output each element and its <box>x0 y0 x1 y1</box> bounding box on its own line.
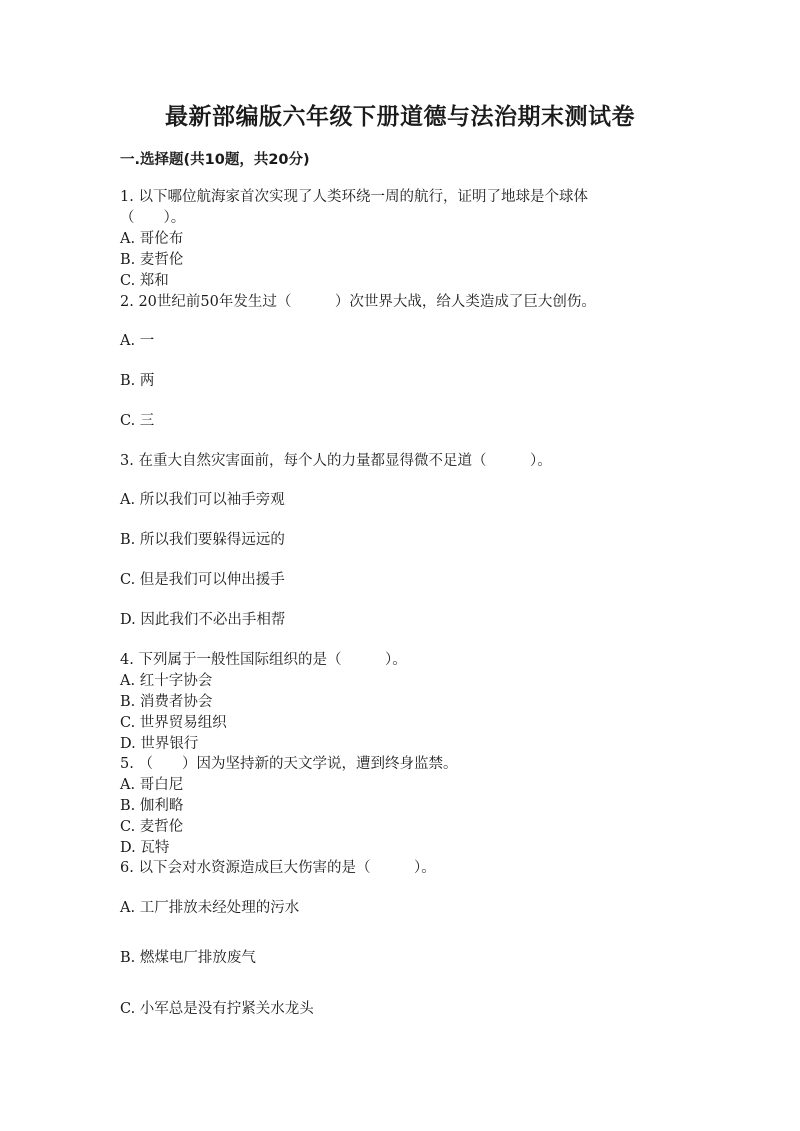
q3-option-b: B. 所以我们要躲得远远的 <box>120 532 285 548</box>
q2-option-b: B. 两 <box>120 373 155 389</box>
question-6-stem: 6. 以下会对水资源造成巨大伤害的是（ ）。 <box>120 860 436 876</box>
question-3-stem: 3. 在重大自然灾害面前，每个人的力量都显得微不足道（ ）。 <box>120 453 552 469</box>
q6-option-b: B. 燃煤电厂排放废气 <box>120 950 256 966</box>
question-2-stem: 2. 20世纪前50年发生过（ ）次世界大战，给人类造成了巨大创伤。 <box>120 294 596 310</box>
q1-option-b: B. 麦哲伦 <box>120 252 184 268</box>
question-4-stem: 4. 下列属于一般性国际组织的是（ ）。 <box>120 652 407 668</box>
q3-option-a: A. 所以我们可以袖手旁观 <box>120 492 285 508</box>
q5-option-a: A. 哥白尼 <box>120 777 184 793</box>
q6-option-a: A. 工厂排放未经处理的污水 <box>120 900 300 916</box>
q5-option-d: D. 瓦特 <box>120 840 170 856</box>
q1-option-c: C. 郑和 <box>120 273 169 289</box>
q2-option-c: C. 三 <box>120 413 155 429</box>
q4-option-b: B. 消费者协会 <box>120 694 213 710</box>
page-title: 最新部编版六年级下册道德与法治期末测试卷 <box>165 104 635 130</box>
q2-option-a: A. 一 <box>120 333 155 349</box>
q3-option-c: C. 但是我们可以伸出援手 <box>120 572 285 588</box>
q5-option-b: B. 伽利略 <box>120 798 184 814</box>
question-1-blank: （ ）。 <box>120 210 186 226</box>
question-5-stem: 5. （ ）因为坚持新的天文学说，遭到终身监禁。 <box>120 756 458 772</box>
q4-option-d: D. 世界银行 <box>120 736 199 752</box>
q3-option-d: D. 因此我们不必出手相帮 <box>120 612 286 628</box>
section-heading: 一.选择题(共10题，共20分) <box>120 152 310 168</box>
q4-option-a: A. 红十字协会 <box>120 673 213 689</box>
question-1-stem: 1. 以下哪位航海家首次实现了人类环绕一周的航行，证明了地球是个球体 <box>120 189 588 205</box>
q5-option-c: C. 麦哲伦 <box>120 819 184 835</box>
q6-option-c: C. 小军总是没有拧紧关水龙头 <box>120 1001 314 1017</box>
q4-option-c: C. 世界贸易组织 <box>120 715 227 731</box>
q1-option-a: A. 哥伦布 <box>120 231 184 247</box>
